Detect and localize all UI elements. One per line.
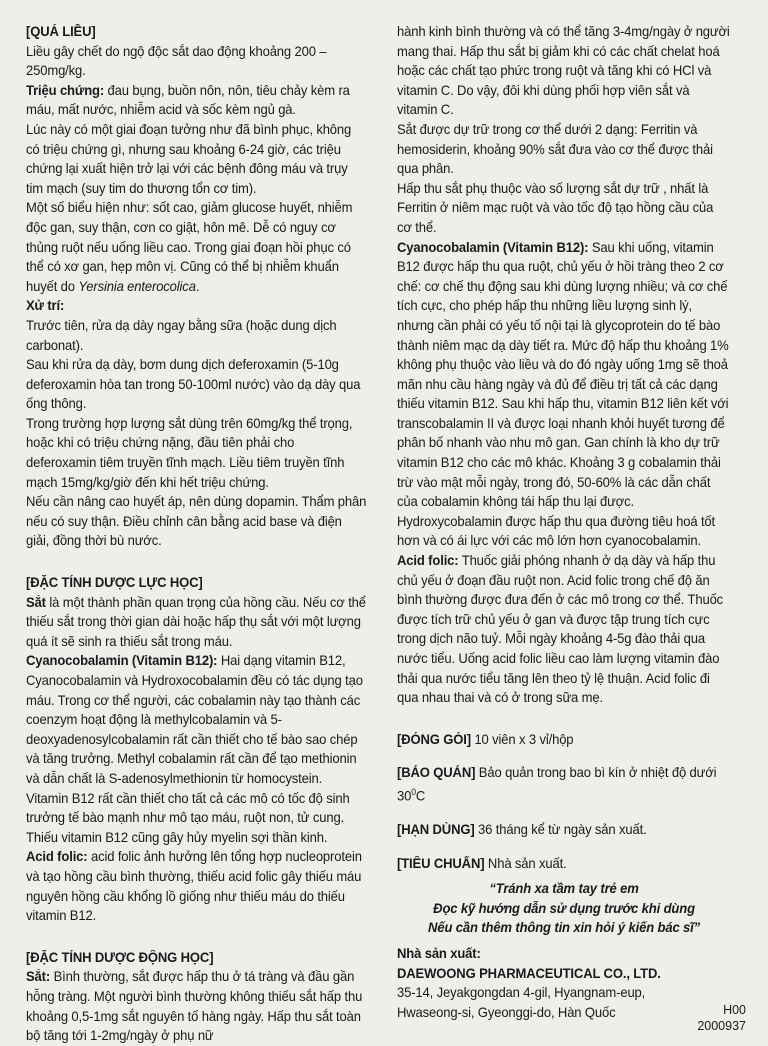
treatment-label: Xử trí: (26, 298, 65, 314)
pd-b12-label: Cyanocobalamin (Vitamin B12): (26, 653, 218, 669)
pk-b12-paragraph (397, 238, 731, 552)
pd-iron-label: Sắt (26, 594, 46, 610)
pd-b12-paragraph (26, 651, 368, 847)
iron-storage-text: Sắt được dự trữ trong cơ thể dưới 2 dạng: Ferritin và hemosiderin, khoảng 90% sắt đưa vào cơ thể được thải qua phân. (397, 121, 713, 177)
standard-label: [TIÊU CHUẨN] (397, 855, 485, 871)
left-column (26, 22, 382, 1046)
pk-b12-label: Cyanocobalamin (Vitamin B12): (397, 239, 589, 255)
storage-line (397, 763, 731, 806)
expiry-label: [HẠN DÙNG] (397, 822, 475, 838)
warning-line-1: “Tránh xa tầm tay trẻ em (489, 881, 639, 897)
warning-line-3: Nếu cần thêm thông tin xin hỏi ý kiến bác sĩ” (428, 920, 701, 936)
lethal-dose-text: Liều gây chết do ngộ độc sắt dao động khoảng 200 – 250mg/kg. (26, 43, 327, 79)
print-code-line-1: H00 (723, 1003, 746, 1017)
pk-b12-text: Sau khi uống, vitamin B12 được hấp thu qua ruột, chủ yếu ở hồi tràng theo 2 cơ chế: cơ chế thụ động sau khi dùng lượng nhiều; và cơ chế tích cực, cho phép hấp thu những liều lượng sinh lý, nhưng cần phải có yếu tố nội tại là glycoprotein do tế bào thành niêm mạc dạ dày tiết ra. Mức độ hấp thu khoảng 1% không phụ thuộc vào liều và do đó ngày uống 1mg sẽ thoả mãn nhu cầu hàng ngày và đủ để điều trị tất cả các dạng thiếu vitamin B12. Sau khi hấp thu, vitamin B12 liên kết với transcobalamin II và được loại nhanh khỏi huyết tương để phân bố nhanh vào nhu mô gan. Gan chính là kho dự trữ vitamin B12 cho các mô khác. Khoảng 3 g cobalamin thải trừ vào mật mỗi ngày, trong đó, 50-60% là các dẫn chất của cobalamin không tái hấp thu lại được. Hydroxycobalamin được hấp thu qua đường tiêu hoá tốt hơn và có ái lực với các mô lớn hơn cyanocobalamin. (397, 239, 729, 549)
pk-iron-paragraph (26, 967, 368, 1045)
pd-iron-text: là một thành phần quan trọng của hồng cầu. Nếu cơ thể thiếu sắt trong thời gian dài hoặc hấp thụ sắt với một lượng quá ít sẽ sinh ra thiếu sắt trong máu. (26, 594, 366, 649)
expiry-line (397, 820, 731, 840)
symptoms-text: đau bụng, buồn nôn, nôn, tiêu chảy kèm ra máu, mất nước, nhiễm acid và sốc kèm ngủ gà. (26, 82, 350, 118)
pharmacokinetics-heading: [ĐẶC TÍNH DƯỢC ĐỘNG HỌC] (26, 949, 214, 965)
expiry-text: 36 tháng kể từ ngày sản xuất. (474, 822, 647, 838)
print-code-line-2: 2000937 (697, 1019, 746, 1033)
degree-sup: 0 (411, 786, 416, 797)
signs-paragraph (26, 198, 368, 296)
signs-end: . (195, 278, 200, 294)
treatment-step-1: Trước tiên, rửa dạ dày ngay bằng sữa (hoặc dung dịch carbonat). (26, 317, 337, 353)
overdose-heading: [QUÁ LIỀU] (26, 24, 96, 39)
iron-absorption-text: Hấp thu sắt phụ thuộc vào số lượng sắt dự trữ , nhất là Ferritin ở niêm mạc ruột và vào tốc độ tạo hồng cầu của cơ thể. (397, 180, 714, 235)
pd-folic-text: acid folic ảnh hưởng lên tổng hợp nucleoprotein và tạo hồng cầu bình thường, thiếu acid folic gây thiếu máu nguyên hồng cầu khổng lồ giống như thiếu máu do thiếu vitamin B12. (26, 849, 362, 924)
packing-line (397, 730, 731, 750)
packing-text: 10 viên x 3 vỉ/hộp (470, 731, 574, 747)
packing-label: [ĐÓNG GÓI] (397, 731, 471, 747)
pk-folic-text: Thuốc giải phóng nhanh ở dạ dày và hấp thu chủ yếu ở đoạn đầu ruột non. Acid folic trong chế độ ăn bình thường được đưa đến ở các mô trong cơ thể. Thuốc được tích trữ chủ yếu ở gan và được tập trung tích cực trong dịch não tuỷ. Mỗi ngày khoảng 4-5g đào thải qua nước tiểu. Uống acid folic liều cao làm lượng vitamin đào thải qua nước tiểu tăng lên theo tỷ lệ thuận. Acid folic đi qua nhau thai và có ở trong sữa mẹ. (397, 553, 724, 706)
standard-line (397, 854, 731, 874)
pharmacodynamics-heading: [ĐẶC TÍNH DƯỢC LỰC HỌC] (26, 575, 203, 591)
pd-iron-paragraph (26, 593, 368, 652)
treatment-step-3: Trong trường hợp lượng sắt dùng trên 60mg/kg thể trọng, hoặc khi có triệu chứng nặng, đầu tiên phải cho deferoxamin tiêm truyền tĩnh mạch. Liều tiêm truyền tĩnh mạch 15mg/kg/giờ đến khi hết triệu chứng. (26, 415, 353, 490)
recovery-text: Lúc này có một giai đoạn tưởng như đã bình phục, không có triệu chứng gì, nhưng sau khoảng 6-24 giờ, các triệu chứng lại xuất hiện trở lại với các bệnh đông máu và trụy tim mạch (suy tim do thương tổn cơ tim). (26, 121, 352, 196)
right-column (397, 22, 745, 1022)
standard-text: Nhà sản xuất. (484, 855, 567, 871)
storage-text: Bảo quản trong bao bì kín ở nhiệt độ dưới 30 (397, 765, 717, 804)
pd-b12-text: Hai dạng vitamin B12, Cyanocobalamin và Hydroxocobalamin đều có tác dụng tạo máu. Trong cơ thể người, các cobalamin này tạo thành các coenzym hoạt động là methylcobalamin và 5-deoxyadenosylcobalamin rất cần thiết cho tế bào sao chép và tăng trưởng. Methyl cobalamin rất cần để tạo methionin và dẫn chất là S-adenosylmethionin từ homocystein. Vitamin B12 rất cần thiết cho tất cả các mô có tốc độ sinh trưởng tế bào mạnh như mô tạo máu, ruột non, tử cung. Thiếu vitamin B12 cũng gây hủy myelin sợi thần kinh. (26, 653, 363, 845)
symptoms-paragraph (26, 81, 368, 120)
symptoms-label: Triệu chứng: (26, 82, 105, 98)
pd-folic-paragraph (26, 847, 368, 925)
pk-iron-text: Bình thường, sắt được hấp thu ở tá tràng và đầu gần hỗng tràng. Một người bình thường không thiếu sắt hấp thu khoảng 0,5-1mg sắt nguyên tố hàng ngày. Hấp thu sắt toàn bộ tăng tới 1-2mg/ngày ở phụ nữ (26, 969, 363, 1044)
bacteria-name: Yersinia enterocolica (78, 278, 196, 294)
pk-iron-label: Sắt: (26, 969, 51, 985)
manufacturer-name: DAEWOONG PHARMACEUTICAL CO., LTD. (397, 965, 661, 981)
manufacturer-label: Nhà sản xuất: (397, 946, 481, 962)
pk-folic-paragraph (397, 551, 731, 708)
pk-iron-continued: hành kinh bình thường và có thể tăng 3-4mg/ngày ở người mang thai. Hấp thu sắt bị giảm khi có các chất chelat hoá hoặc các chất tạo phức trong ruột và tăng khi có HCl và vitamin C. Do vậy, đôi khi dùng phối hợp viên sắt và vitamin C. (397, 24, 730, 118)
signs-text: Một số biểu hiện như: sốt cao, giảm glucose huyết, nhiễm độc gan, suy thận, cơn co giật, hôn mê. Dễ có nguy cơ thủng ruột nếu uống liều cao. Trong giai đoạn hồi phục có thể có xơ gan, hẹp môn vị. Cũng có thể bị nhiễm khuẩn huyết do (26, 200, 353, 294)
storage-unit: C (415, 788, 426, 804)
pd-folic-label: Acid folic: (26, 849, 88, 865)
treatment-step-4: Nếu cần nâng cao huyết áp, nên dùng dopamin. Thẩm phân nếu có suy thận. Điều chỉnh cân bằng acid base và điện giải, đồng thời bù nước. (26, 494, 367, 549)
storage-label: [BẢO QUẢN] (397, 765, 476, 781)
address-line-2: Hwaseong-si, Gyeonggi-do, Hàn Quốc (397, 1004, 616, 1020)
treatment-step-2: Sau khi rửa dạ dày, bơm dung dịch deferoxamin (5-10g deferoxamin hòa tan trong 50-100ml nước) vào dạ dày qua ống thông. (26, 357, 361, 412)
warning-line-2: Đọc kỹ hướng dẫn sử dụng trước khi dùng (433, 900, 695, 916)
print-code (697, 1002, 746, 1034)
pk-folic-label: Acid folic: (397, 553, 459, 569)
address-line-1: 35-14, Jeyakgongdan 4-gil, Hyangnam-eup, (397, 985, 646, 1001)
